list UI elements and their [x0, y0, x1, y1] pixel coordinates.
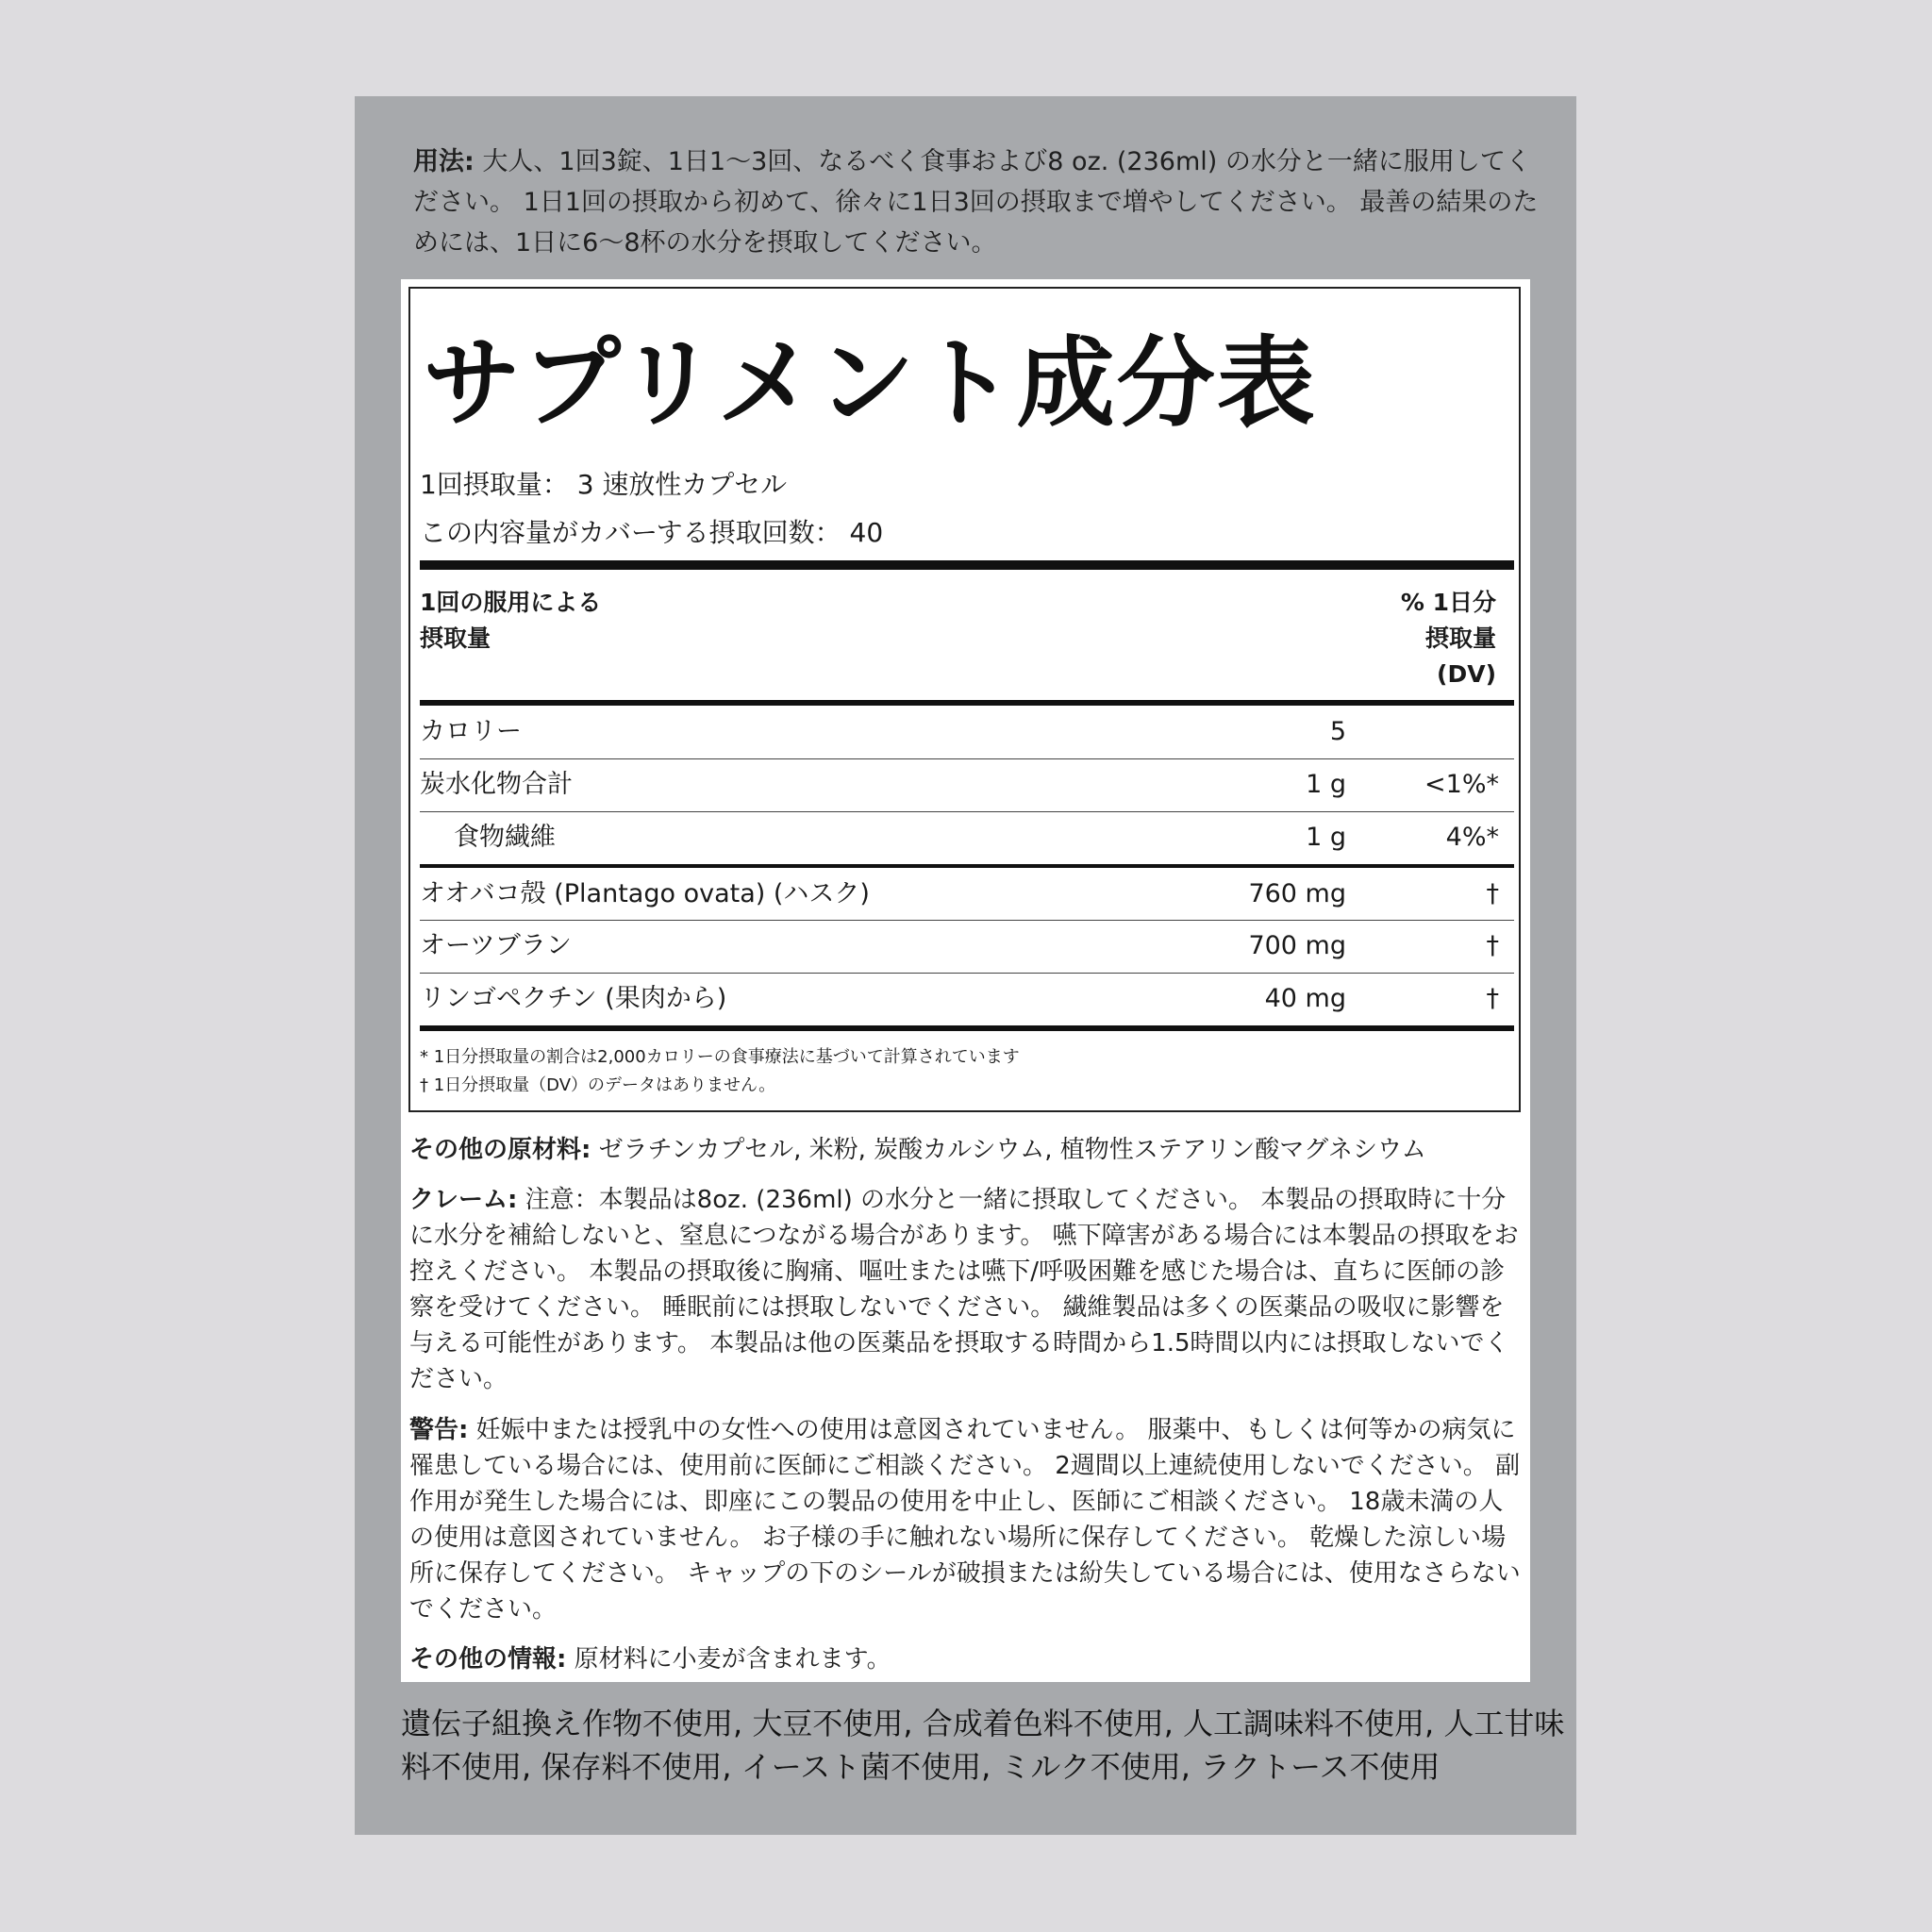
nutrient-row-apple-pectin	[420, 973, 1514, 1025]
nutrient-name: オーツブラン	[420, 931, 572, 960]
nutrient-dv: <1%*	[1424, 770, 1499, 799]
nutrient-row-oat-bran	[420, 920, 1514, 973]
nutrient-dv: 4%*	[1445, 823, 1499, 852]
nutrient-name: 食物繊維	[454, 823, 556, 852]
other-info-label: その他の情報:	[409, 1645, 567, 1674]
nutrient-amount: 40 mg	[1264, 984, 1346, 1013]
facts-title: サプリメント成分表	[423, 325, 1317, 441]
dv-header-line2: 摂取量	[1424, 625, 1496, 652]
claim-label: クレーム:	[409, 1186, 518, 1214]
nutrient-row-carbohydrate	[420, 758, 1514, 811]
claim-paragraph	[409, 1182, 1523, 1397]
nutrient-name: オオバコ殻 (Plantago ovata) (ハスク)	[420, 879, 870, 908]
directions-text	[413, 142, 1545, 263]
supplement-facts-panel	[408, 287, 1521, 1112]
dv-header-line3: (DV)	[1437, 660, 1496, 688]
nutrient-dv: †	[1486, 931, 1499, 960]
footnote-daily-value: * 1日分摂取量の割合は2,000カロリーの食事療法に基づいて計算されています	[420, 1047, 1020, 1067]
other-info	[409, 1641, 1523, 1677]
nutrient-amount: 700 mg	[1248, 931, 1346, 960]
directions-body: 大人、1回3錠、1日1〜3回、なるべく食事および8 oz. (236ml) の水分と一緒に服用してください。 1日1回の摂取から初めて、徐々に1日3回の摂取まで増やしてください。 最善の結果のためには、1日に6〜8杯の水分を摂取してください。	[413, 147, 1539, 258]
nutrient-row-calories	[420, 706, 1514, 758]
free-from-statement: 遺伝子組換え作物不使用, 大豆不使用, 合成着色料不使用, 人工調味料不使用, 人工甘味料不使用, 保存料不使用, イースト菌不使用, ミルク不使用, ラクトース不使用	[401, 1706, 1565, 1785]
nutrient-row-fiber	[420, 811, 1514, 864]
thick-divider	[420, 560, 1514, 570]
other-info-text: 原材料に小麦が含まれます。	[566, 1645, 891, 1674]
amount-header-line1: 1回の服用による	[420, 589, 602, 616]
footnote-dagger: † 1日分摂取量（DV）のデータはありません。	[420, 1075, 776, 1095]
nutrient-amount: 760 mg	[1248, 879, 1346, 908]
servings-per-container: この内容量がカバーする摂取回数： 40	[420, 517, 884, 548]
other-ingredients	[409, 1132, 1523, 1168]
bottom-divider	[420, 1025, 1514, 1031]
warning-label: 警告:	[409, 1416, 469, 1444]
nutrient-dv: †	[1486, 879, 1499, 908]
dv-header-line1: % 1日分	[1400, 589, 1496, 616]
other-ingredients-text: ゼラチンカプセル, 米粉, 炭酸カルシウム, 植物性ステアリン酸マグネシウム	[591, 1136, 1426, 1164]
claim-text: 注意：本製品は8oz. (236ml) の水分と一緒に摂取してください。 本製品の摂取時に十分に水分を補給しないと、窒息につながる場合があります。 嚥下障害がある場合には本製品の摂取をお控えください。 本製品の摂取後に胸痛、嘔吐または嚥下/呼吸困難を感じた場合は、直ちに医師の診察を受けてください。 睡眠前には摂取しないでください。 繊維製品は多くの医薬品の吸収に影響を与える可能性があります。 本製品は他の医薬品を摂取する時間から1.5時間以内には摂取しないでください。	[409, 1186, 1519, 1393]
nutrient-dv: †	[1486, 984, 1499, 1013]
serving-size: 1回摂取量： 3 速放性カプセル	[420, 469, 788, 500]
nutrient-name: カロリー	[420, 717, 522, 746]
nutrient-name: リンゴペクチン (果肉から)	[420, 984, 727, 1013]
amount-header-line2: 摂取量	[420, 625, 491, 652]
warning-paragraph	[409, 1412, 1523, 1627]
warning-text: 妊娠中または授乳中の女性への使用は意図されていません。 服薬中、もしくは何等かの病気に罹患している場合には、使用前に医師にご相談ください。 2週間以上連続使用しないでください。 副作用が発生した場合には、即座にこの製品の使用を中止し、医師にご相談ください。 18歳未満の人の使用は意図されていません。 お子様の手に触れない場所に保存してください。 乾燥した涼しい場所に保存してください。 キャップの下のシールが破損または紛失している場合には、使用なさらないでください。	[409, 1416, 1521, 1624]
other-ingredients-label: その他の原材料:	[409, 1136, 591, 1164]
nutrient-amount: 1 g	[1306, 770, 1346, 799]
nutrient-amount: 5	[1329, 717, 1346, 746]
nutrient-row-psyllium	[420, 868, 1514, 921]
directions-label: 用法:	[413, 147, 475, 176]
nutrient-amount: 1 g	[1306, 823, 1346, 852]
nutrient-name: 炭水化物合計	[420, 770, 573, 799]
